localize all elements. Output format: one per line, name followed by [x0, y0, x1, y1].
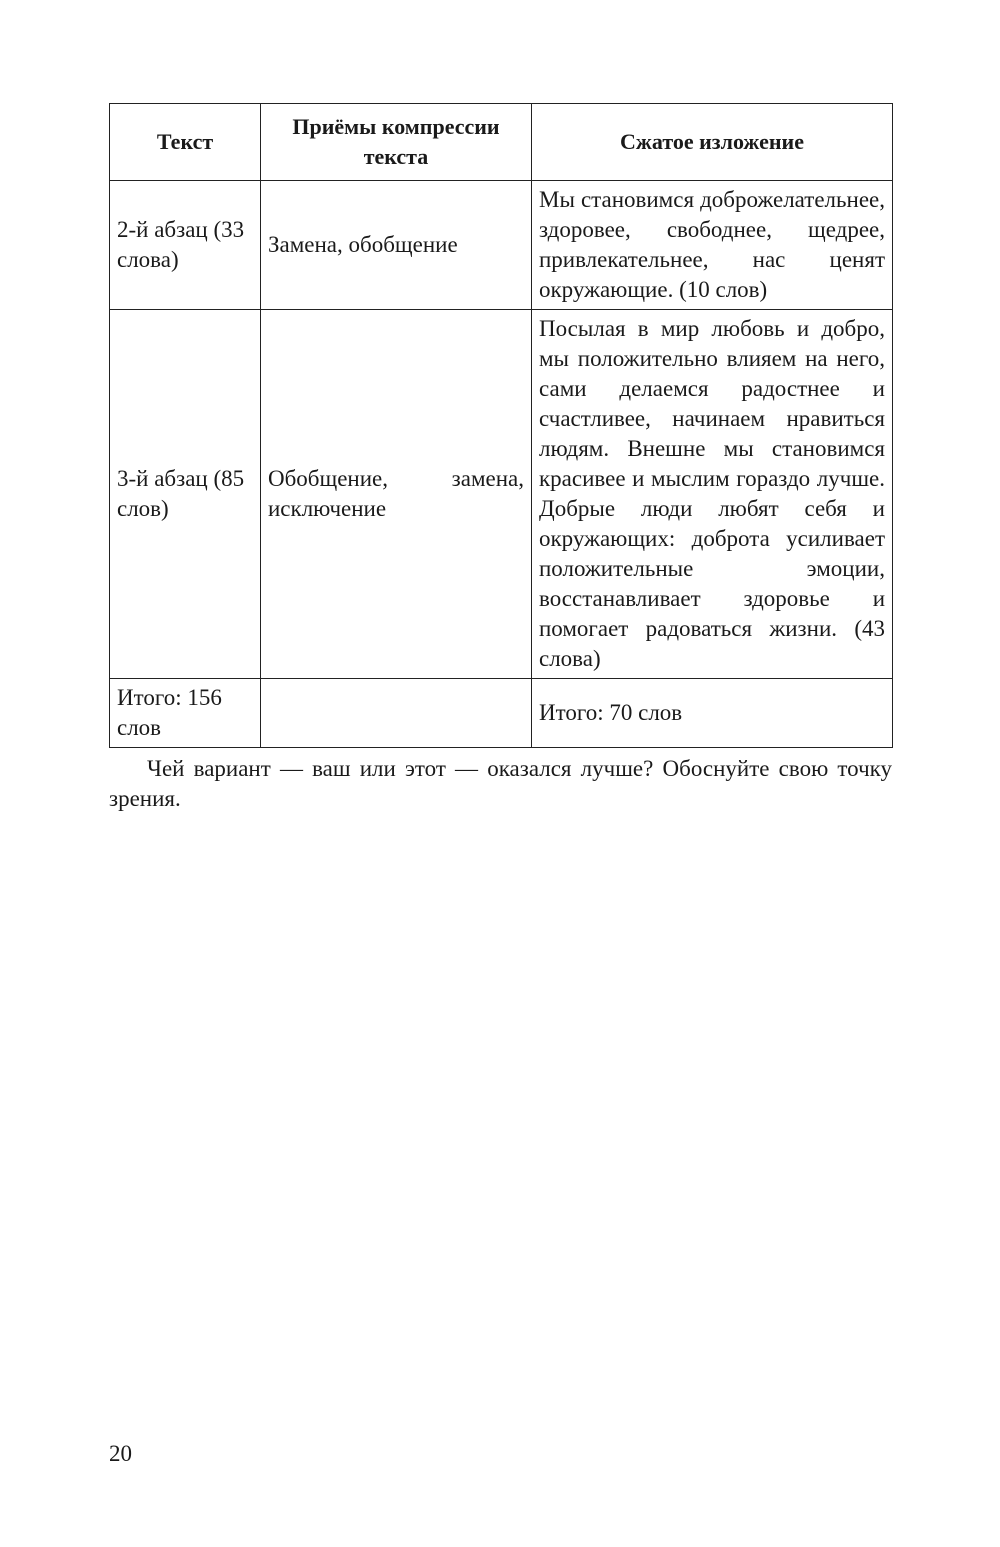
row-text-cell: 2-й абзац (33 слова)	[110, 181, 261, 310]
row-summary-cell: Посылая в мир любовь и добро, мы положительно влияем на него, сами делаемся радостнее и счастливее, начинаем нравиться людям. Внешне мы становимся красивее и мыслим гораздо лучше. Добрые люди любят себя и окружающих: доброта усиливает положительные эмоции, восстанавливает здоровье и помогает радоваться жизни. (43 слова)	[532, 310, 893, 679]
row-summary-cell: Мы становимся доброжелательнее, здоровее, свободнее, щедрее, привлекательнее, нас ценят окружающие. (10 слов)	[532, 181, 893, 310]
table-row	[110, 679, 893, 748]
table-header-row	[110, 104, 893, 181]
header-text: Текст	[110, 104, 261, 181]
question-paragraph: Чей вариант — ваш или этот — оказался лучше? Обоснуйте свою точку зрения.	[109, 756, 892, 811]
row-techniques-cell: Замена, обобщение	[261, 181, 532, 310]
row-techniques-cell	[261, 679, 532, 748]
compression-table	[109, 103, 893, 748]
table-row	[110, 181, 893, 310]
table-row	[110, 310, 893, 679]
row-text-cell: 3-й абзац (85 слов)	[110, 310, 261, 679]
header-techniques: Приёмы компрессии текста	[261, 104, 532, 181]
row-text-cell: Итого: 156 слов	[110, 679, 261, 748]
row-summary-cell: Итого: 70 слов	[532, 679, 893, 748]
page-number: 20	[109, 1441, 132, 1466]
row-techniques-cell: Обобщение, замена, исключение	[261, 310, 532, 679]
header-summary: Сжатое изложение	[532, 104, 893, 181]
